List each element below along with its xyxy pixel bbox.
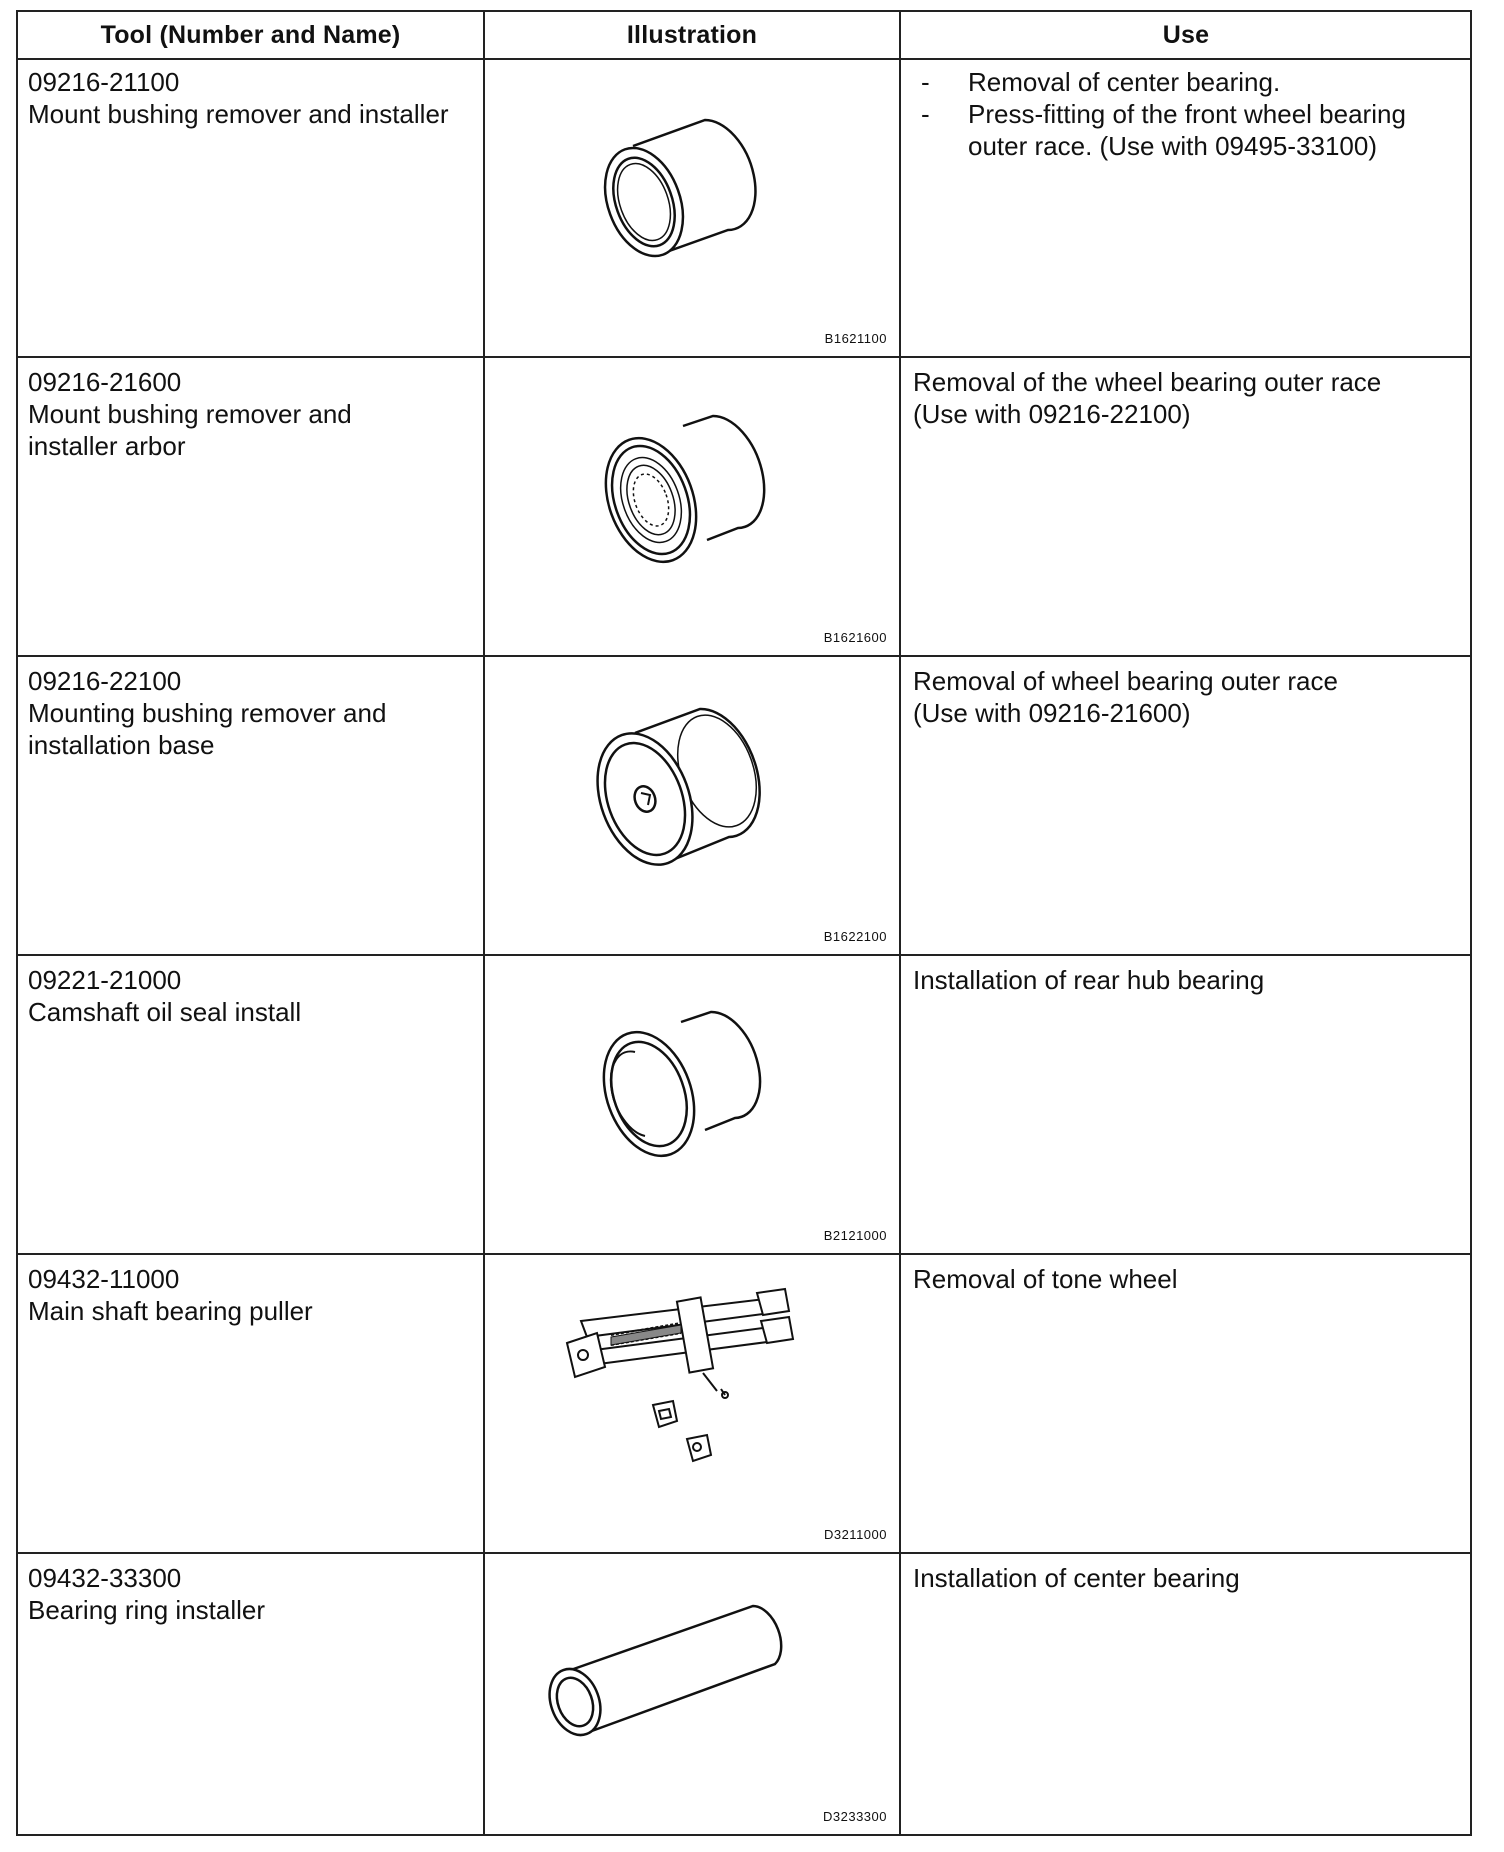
arbor-illustration	[485, 358, 899, 653]
oil-seal-installer-illustration	[485, 956, 899, 1251]
use-text: Installation of rear hub bearing	[913, 965, 1265, 995]
tool-cell	[28, 1562, 488, 1626]
bushing-sleeve-illustration	[485, 58, 899, 354]
use-text: (Use with 09216-22100)	[913, 399, 1191, 429]
tool-number: 09216-21600	[28, 367, 182, 397]
header-tool: Tool (Number and Name)	[100, 21, 401, 49]
header-illustration: Illustration	[626, 21, 758, 49]
figure-code: B1622100	[823, 929, 887, 944]
figure-code: B1621100	[824, 331, 887, 346]
use-cell	[913, 366, 1458, 430]
tool-number: 09221-21000	[28, 965, 182, 995]
tool-number: 09216-22100	[28, 666, 182, 696]
bearing-ring-installer-illustration	[485, 1554, 899, 1834]
use-cell	[913, 964, 1458, 996]
use-bullet	[913, 66, 1458, 98]
tool-number: 09216-21100	[28, 67, 180, 97]
use-cell	[913, 1562, 1458, 1594]
tool-cell	[28, 665, 488, 761]
tool-number: 09432-33300	[28, 1563, 182, 1593]
installation-base-illustration	[485, 657, 899, 952]
tool-name-line: installation base	[28, 730, 215, 760]
illustration-cell	[485, 657, 899, 954]
table-row	[18, 956, 1470, 1255]
figure-code: B2121000	[823, 1228, 887, 1243]
use-text: Removal of the wheel bearing outer race	[913, 367, 1382, 397]
table-row	[18, 358, 1470, 657]
figure-code: D3211000	[823, 1527, 887, 1542]
tool-number: 09432-11000	[28, 1264, 180, 1294]
column-divider	[483, 12, 485, 1834]
use-cell	[913, 665, 1458, 729]
illustration-cell	[485, 358, 899, 655]
tool-name-line: Camshaft oil seal install	[28, 997, 302, 1027]
tool-cell	[28, 1263, 488, 1327]
use-text: outer race. (Use with 09495-33100)	[968, 131, 1378, 161]
tool-name-line: Main shaft bearing puller	[28, 1296, 313, 1326]
use-text: - Removal of center bearing.	[968, 67, 1281, 97]
illustration-cell	[485, 956, 899, 1253]
use-cell	[913, 1263, 1458, 1295]
table-row	[18, 58, 1470, 358]
use-text: - Press-fitting of the front wheel bearing	[968, 99, 1406, 129]
tool-name-line: Mount bushing remover and installer	[28, 99, 449, 129]
tool-name-line: Bearing ring installer	[28, 1595, 266, 1625]
figure-code: B1621600	[823, 630, 887, 645]
use-text: (Use with 09216-21600)	[913, 698, 1191, 728]
table-header	[18, 12, 1470, 60]
use-text: Removal of wheel bearing outer race	[913, 666, 1338, 696]
tool-cell	[28, 366, 488, 462]
table-row	[18, 1255, 1470, 1554]
table-row	[18, 1554, 1470, 1836]
use-cell	[913, 66, 1458, 162]
figure-code: D3233300	[823, 1809, 887, 1824]
tool-name-line: Mount bushing remover and	[28, 399, 352, 429]
tool-name-line: installer arbor	[28, 431, 186, 461]
tool-name-line: Mounting bushing remover and	[28, 698, 387, 728]
illustration-cell	[485, 1255, 899, 1552]
use-bullet	[913, 98, 1458, 162]
illustration-cell	[485, 1554, 899, 1834]
header-use: Use	[1162, 21, 1210, 49]
illustration-cell	[485, 58, 899, 356]
column-divider	[899, 12, 901, 1834]
bearing-puller-illustration	[485, 1255, 899, 1550]
table-row	[18, 657, 1470, 956]
tool-cell	[28, 66, 488, 130]
special-tools-table	[16, 10, 1472, 1836]
tool-cell	[28, 964, 488, 1028]
use-text: Removal of tone wheel	[913, 1264, 1178, 1294]
use-text: Installation of center bearing	[913, 1563, 1240, 1593]
